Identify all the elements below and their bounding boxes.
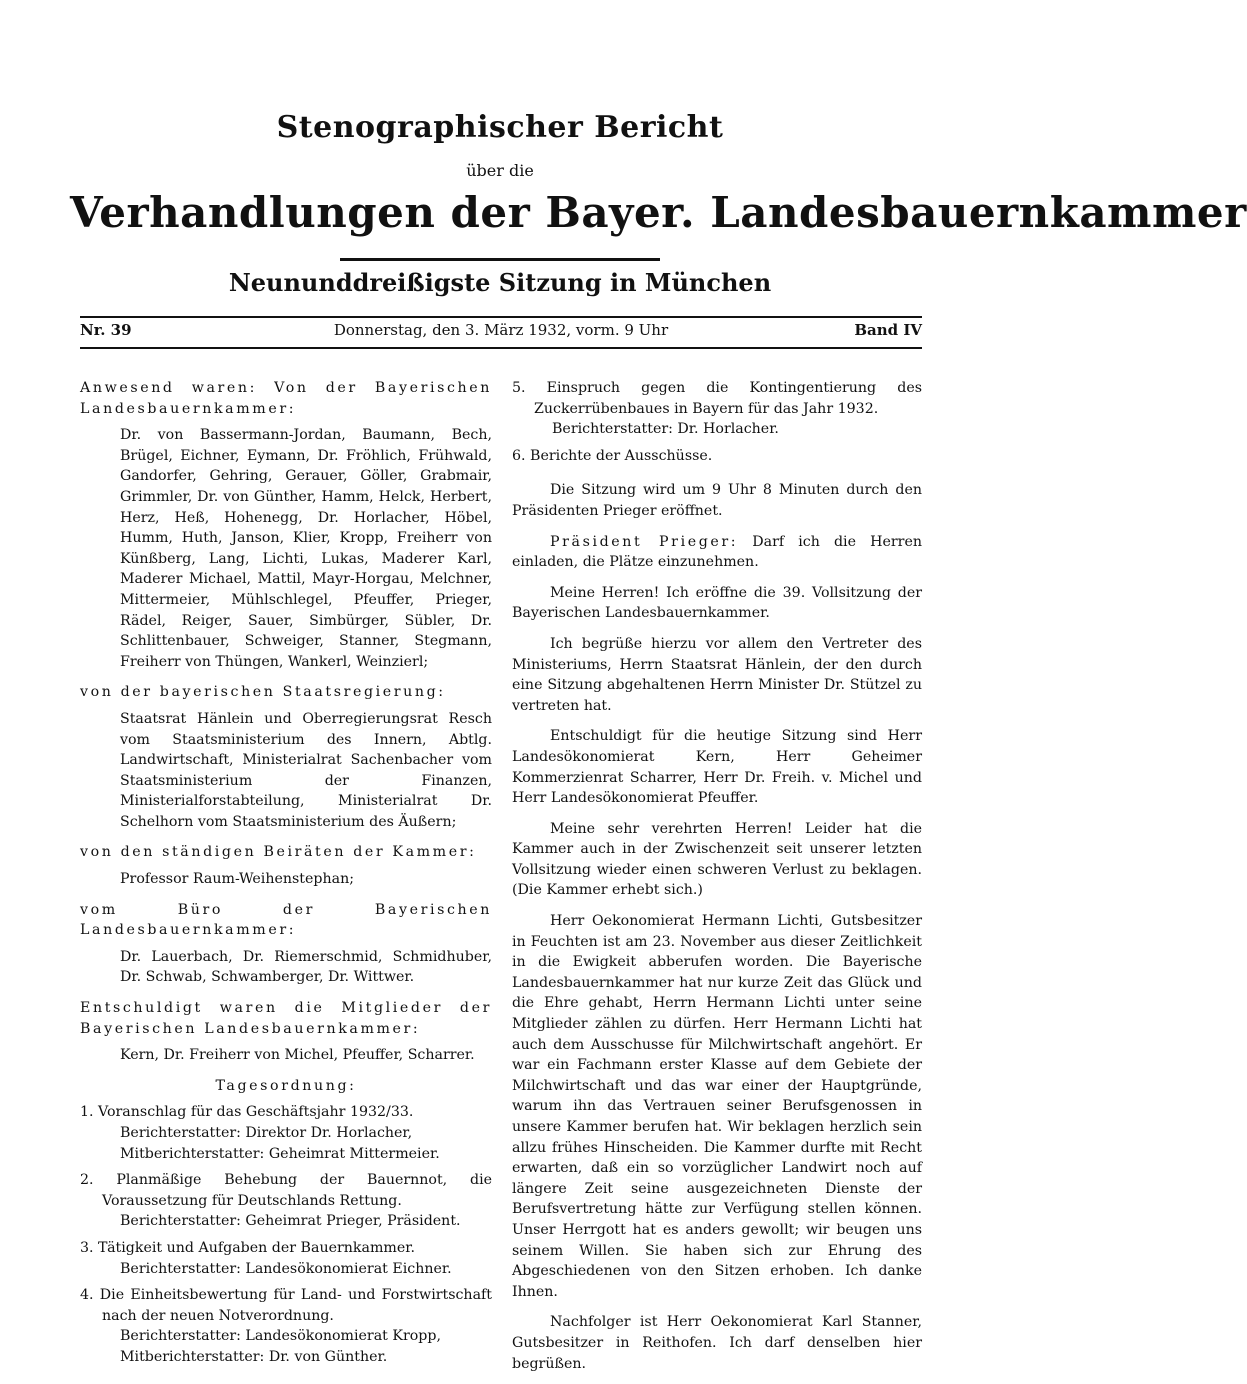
office-heading: vom Büro der Bayerischen Landesbauernkammer: — [80, 901, 492, 939]
agenda-item-5 — [512, 378, 922, 440]
volume-label: Band IV — [854, 321, 922, 339]
agenda-item-2 — [80, 1170, 492, 1232]
government-heading: von der bayerischen Staatsregierung: — [80, 684, 446, 701]
opening-paragraph: Die Sitzung wird um 9 Uhr 8 Minuten durch den Präsidenten Prieger eröffnet. — [512, 482, 922, 519]
agenda-reporter: Berichterstatter: Dr. Horlacher. — [552, 421, 779, 438]
paragraph: Entschuldigt für die heutige Sitzung sind Herr Landesökonomierat Kern, Herr Geheimer Kommerzienrat Scharrer, Herr Dr. Freih. v. Michel und Herr Landesökonomierat Pfeuffer. — [512, 728, 922, 807]
agenda-item-3 — [80, 1238, 492, 1279]
paragraph: Meine Herren! Ich eröffne die 39. Vollsitzung der Bayerischen Landesbauernkammer. — [512, 584, 922, 622]
agenda-item-text: 3. Tätigkeit und Aufgaben der Bauernkammer. — [80, 1239, 415, 1256]
agenda-item-text: 5. Einspruch gegen die Kontingentierung des Zuckerrübenbaues in Bayern für das Jahr 1932. — [512, 380, 922, 417]
main-title: Verhandlungen der Bayer. Landesbauernkammer — [70, 188, 1247, 237]
obituary-paragraph: Herr Oekonomierat Hermann Lichti, Gutsbesitzer in Feuchten ist am 23. November aus dieser Zeitlichkeit in die Ewigkeit abberufen worden. Die Bayerische Landesbauernkammer hat nur kurze Zeit das Glück und die Ehre gehabt, Herrn Hermann Lichti unter seine Mitglieder zählen zu dürfen. Herr Hermann Lichti hat auch dem Ausschusse für Milchwirtschaft angehört. Er war ein Fachmann erster Klasse auf dem Gebiete der Milchwirtschaft und das war einer der Hauptgründe, warum ihn das Vertrauen seiner Berufsgenossen in unsere Kammer berufen hat. Wir beklagen herzlich sein allzu frühes Hinscheiden. Die Kammer durfte mit Recht erwarten, daß ein so vorzüglicher Landwirt noch auf längere Zeit seine ausgezeichneten Dienste der Berufsvertretung hätte zur Verfügung stellen können. Unser Herrgott hat es anders gewollt; wir beugen uns seinem Willen. Sie haben sich zur Ehrung des Abgeschiedenen von den Sitzen erhoben. Ich danke Ihnen. — [512, 913, 922, 1300]
agenda-item-text: 1. Voranschlag für das Geschäftsjahr 1932/33. — [80, 1104, 414, 1121]
issue-line — [80, 321, 922, 343]
agenda-reporter: Berichterstatter: Landesökonomierat Kropp, — [120, 1328, 441, 1345]
office-members: Dr. Lauerbach, Dr. Riemerschmid, Schmidhuber, Dr. Schwab, Schwamberger, Dr. Wittwer. — [120, 948, 492, 986]
government-members: Staatsrat Hänlein und Oberregierungsrat Resch vom Staatsministerium des Innern, Abtlg. Landwirtschaft, Ministerialrat Sachenbacher vom Staatsministerium der Finanzen, Ministerialforstabteilung, Ministerialrat Dr. Schelhorn vom Staatsministerium des Äußern; — [120, 710, 492, 830]
paragraph: Meine sehr verehrten Herren! Leider hat die Kammer auch in der Zwischenzeit seit unserer letzten Vollsitzung wieder einen schweren Verlust zu beklagen. (Die Kammer erhebt sich.) — [512, 820, 922, 899]
agenda-item-text: 2. Planmäßige Behebung der Bauernnot, die Voraussetzung für Deutschlands Rettung. — [80, 1172, 492, 1209]
session-subtitle: Neununddreißigste Sitzung in München — [228, 268, 772, 297]
successor-paragraph: Nachfolger ist Herr Oekonomierat Karl Stanner, Gutsbesitzer in Reithofen. Ich darf denselben hier begrüßen. — [512, 1314, 922, 1372]
title-connector: über die — [466, 161, 534, 180]
present-members: Dr. von Bassermann-Jordan, Baumann, Bech, Brügel, Eichner, Eymann, Dr. Fröhlich, Frühwald, Gandorfer, Gehring, Gerauer, Göller, Grabmair, Grimmler, Dr. von Günther, Hamm, Helck, Herbert, Herz, Heß, Hohenegg, Dr. Horlacher, Höbel, Humm, Huth, Janson, Klier, Kropp, Freiherr von Künßberg, Lang, Lichti, Lukas, Maderer Karl, Maderer Michael, Mattil, Mayr-Horgau, Melchner, Mittermeier, Mühlschlegel, Pfeuffer, Prieger, Rädel, Reiger, Sauer, Simbürger, Sübler, Dr. Schlittenbauer, Schweiger, Stanner, Stegmann, Freiherr von Thüngen, Wankerl, Weinzierl; — [120, 427, 492, 670]
speech-text: Darf ich die Herren einladen, die Plätze einzunehmen. — [512, 533, 922, 571]
present-heading: Anwesend waren: Von der Bayerischen Landesbauernkammer: — [80, 380, 492, 417]
report-title: Stenographischer Bericht — [276, 110, 724, 145]
agenda-item-text: 6. Berichte der Ausschüsse. — [512, 447, 713, 464]
session-date: Donnerstag, den 3. März 1932, vorm. 9 Uhr — [333, 321, 669, 339]
excused-heading: Entschuldigt waren die Mitglieder der Bayerischen Landesbauernkammer: — [80, 1000, 492, 1037]
agenda-heading: Tagesordnung: — [215, 1077, 357, 1094]
left-column — [80, 378, 492, 1368]
agenda-item-1 — [80, 1102, 492, 1164]
agenda-item-4 — [80, 1285, 492, 1367]
agenda-reporter: Mitberichterstatter: Dr. von Günther. — [120, 1348, 388, 1365]
issue-number: Nr. 39 — [80, 321, 132, 339]
paragraph: Ich begrüße hierzu vor allem den Vertreter des Ministeriums, Herrn Staatsrat Hänlein, der den durch eine Sitzung abgehaltenen Herrn Minister Dr. Stützel zu vertreten hat. — [512, 635, 922, 714]
agenda-reporter: Berichterstatter: Geheimrat Prieger, Präsident. — [120, 1213, 461, 1230]
advisors-members: Professor Raum-Weihenstephan; — [120, 871, 354, 888]
agenda-reporter: Berichterstatter: Landesökonomierat Eichner. — [120, 1260, 452, 1277]
agenda-item-text: 4. Die Einheitsbewertung für Land- und Forstwirtschaft nach der neuen Notverordnung. — [80, 1287, 492, 1324]
header-rule-bottom — [80, 347, 922, 349]
right-column — [512, 378, 922, 1384]
excused-members: Kern, Dr. Freiherr von Michel, Pfeuffer, Scharrer. — [120, 1047, 475, 1064]
agenda-reporter: Mitberichterstatter: Geheimrat Mittermeier. — [120, 1145, 440, 1162]
header-rule-top — [80, 316, 922, 318]
advisors-heading: von den ständigen Beiräten der Kammer: — [80, 844, 477, 861]
speaker-name: Präsident Prieger: — [550, 533, 739, 550]
president-speech — [512, 532, 922, 573]
title-divider — [340, 258, 660, 261]
agenda-item-6 — [512, 446, 922, 467]
section-spacer — [512, 466, 922, 480]
agenda-reporter: Berichterstatter: Direktor Dr. Horlacher, — [120, 1125, 413, 1141]
